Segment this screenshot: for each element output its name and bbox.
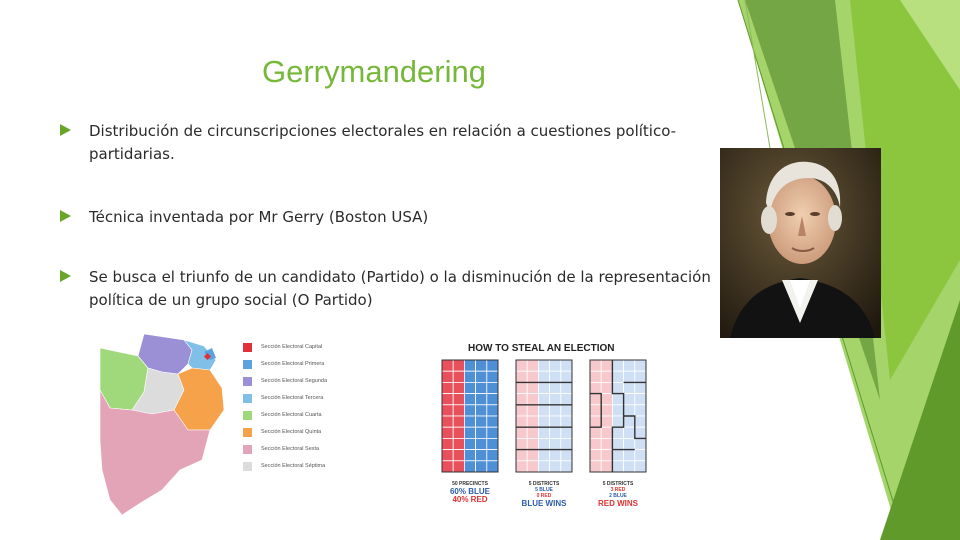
precinct-cell (601, 416, 612, 427)
precinct-cell (635, 360, 646, 371)
precinct-cell (516, 416, 527, 427)
precinct-cell (464, 360, 475, 371)
precinct-cell (612, 382, 623, 393)
precinct-cell (453, 371, 464, 382)
precinct-cell (516, 382, 527, 393)
precinct-cell (612, 405, 623, 416)
precinct-cell (464, 438, 475, 449)
gerry-portrait-image (720, 148, 881, 338)
precinct-cell (590, 371, 601, 382)
precinct-cell (590, 405, 601, 416)
legend-item (243, 427, 383, 439)
precinct-cell (550, 405, 561, 416)
precinct-cell (538, 371, 549, 382)
precinct-cell (561, 405, 572, 416)
bullet-text: Técnica inventada por Mr Gerry (Boston USA) (89, 208, 429, 226)
precinct-cell (561, 427, 572, 438)
precinct-cell (516, 461, 527, 472)
caption-outcome: BLUE WINS (521, 499, 567, 508)
precinct-cell (538, 405, 549, 416)
precinct-cell (538, 360, 549, 371)
legend-label: Sección Electoral Primera (261, 361, 325, 367)
precinct-cell (464, 382, 475, 393)
precinct-cell (590, 427, 601, 438)
precinct-cell (635, 461, 646, 472)
legend-label: Sección Electoral Sexta (261, 446, 320, 452)
precinct-cell (612, 450, 623, 461)
precinct-cell (601, 382, 612, 393)
precinct-cell (487, 382, 498, 393)
precinct-cell (442, 405, 453, 416)
precinct-cell (550, 438, 561, 449)
precinct-cell (635, 427, 646, 438)
precinct-cell (527, 450, 538, 461)
precinct-cell (550, 461, 561, 472)
precinct-cell (527, 360, 538, 371)
precinct-cell (538, 416, 549, 427)
caption-outcome: RED WINS (598, 499, 638, 508)
caption-districts: 5 DISTRICTS (528, 481, 560, 487)
bullet-text: Distribución de circunscripciones electorales en relación a cuestiones político-partidarias. (89, 122, 677, 163)
caption-blue-count: 2 BLUE (609, 493, 627, 499)
precinct-cell (550, 450, 561, 461)
legend-item (243, 410, 383, 422)
precinct-cell (516, 427, 527, 438)
precinct-cell (550, 416, 561, 427)
precinct-cell (453, 450, 464, 461)
precinct-cell (561, 461, 572, 472)
precinct-cell (624, 394, 635, 405)
precinct-cell (527, 461, 538, 472)
precinct-cell (516, 405, 527, 416)
steal-election-infographic (436, 340, 661, 520)
precinct-cell (527, 416, 538, 427)
precinct-cell (476, 371, 487, 382)
precinct-cell (516, 371, 527, 382)
precinct-cell (442, 394, 453, 405)
caption-red-share: 40% RED (452, 495, 488, 504)
precinct-cell (590, 360, 601, 371)
precinct-cell (464, 416, 475, 427)
precinct-cell (538, 450, 549, 461)
precinct-cell (538, 461, 549, 472)
precinct-cell (635, 450, 646, 461)
legend-swatch (243, 394, 252, 403)
legend-item (243, 359, 383, 371)
precinct-cell (624, 371, 635, 382)
precinct-cell (612, 371, 623, 382)
precinct-cell (624, 405, 635, 416)
precinct-cell (635, 382, 646, 393)
precinct-cell (590, 461, 601, 472)
precinct-cell (538, 382, 549, 393)
legend-item (243, 376, 383, 388)
precinct-cell (601, 438, 612, 449)
precinct-cell (561, 394, 572, 405)
legend-swatch (243, 462, 252, 471)
caption-precincts: 50 PRECINCTS (452, 481, 488, 487)
precinct-cell (612, 394, 623, 405)
precinct-cell (453, 416, 464, 427)
precinct-cell (464, 394, 475, 405)
precinct-cell (527, 371, 538, 382)
precinct-cell (550, 382, 561, 393)
precinct-cell (527, 438, 538, 449)
precinct-cell (464, 405, 475, 416)
precinct-cell (538, 394, 549, 405)
precinct-cell (527, 405, 538, 416)
precinct-cell (527, 382, 538, 393)
precinct-cell (550, 360, 561, 371)
legend-label: Sección Electoral Tercera (261, 395, 324, 401)
precinct-cell (590, 394, 601, 405)
legend-swatch (243, 377, 252, 386)
legend-label: Sección Electoral Capital (261, 344, 323, 350)
bullet-text: Se busca el triunfo de un candidato (Partido) o la disminución de la representación política de un grupo social (O Partido) (89, 268, 711, 309)
precinct-cell (624, 450, 635, 461)
precinct-cell (516, 360, 527, 371)
precinct-cell (590, 382, 601, 393)
precinct-cell (476, 450, 487, 461)
precinct-cell (453, 394, 464, 405)
legend-label: Sección Electoral Cuarta (261, 412, 322, 418)
precinct-cell (442, 382, 453, 393)
precinct-cell (561, 450, 572, 461)
precinct-cell (601, 427, 612, 438)
precinct-cell (612, 427, 623, 438)
legend-swatch (243, 343, 252, 352)
precinct-cell (476, 360, 487, 371)
precinct-cell (442, 438, 453, 449)
legend-swatch (243, 411, 252, 420)
precinct-cell (453, 438, 464, 449)
precinct-cell (487, 461, 498, 472)
precinct-cell (487, 394, 498, 405)
legend-swatch (243, 360, 252, 369)
precinct-cell (635, 371, 646, 382)
precinct-cell (635, 416, 646, 427)
precinct-cell (561, 438, 572, 449)
legend-label: Sección Electoral Segunda (261, 378, 328, 384)
precinct-cell (487, 438, 498, 449)
precinct-cell (516, 438, 527, 449)
caption-red-count: 3 RED (610, 487, 626, 493)
precinct-cell (464, 371, 475, 382)
bullet-arrow-icon (60, 270, 71, 282)
precinct-cell (590, 438, 601, 449)
bullet-arrow-icon (60, 124, 71, 136)
precinct-cell (476, 382, 487, 393)
legend-label: Sección Electoral Quinta (261, 429, 322, 435)
precinct-cell (527, 427, 538, 438)
precinct-cell (487, 405, 498, 416)
precinct-cell (453, 405, 464, 416)
precinct-cell (453, 382, 464, 393)
precinct-cell (561, 382, 572, 393)
precinct-cell (453, 427, 464, 438)
precinct-cell (590, 416, 601, 427)
precinct-cell (442, 450, 453, 461)
precinct-cell (601, 461, 612, 472)
precinct-cell (487, 416, 498, 427)
precinct-cell (635, 394, 646, 405)
precinct-cell (561, 360, 572, 371)
legend-swatch (243, 428, 252, 437)
precinct-cell (624, 382, 635, 393)
precinct-cell (464, 461, 475, 472)
precinct-cell (476, 438, 487, 449)
precinct-cell (612, 461, 623, 472)
precinct-cell (538, 427, 549, 438)
precinct-cell (476, 427, 487, 438)
precinct-cell (624, 416, 635, 427)
precinct-cell (624, 461, 635, 472)
precinct-cell (601, 360, 612, 371)
precinct-cell (464, 450, 475, 461)
caption-blue-share: 60% BLUE (449, 487, 490, 496)
precinct-cell (487, 427, 498, 438)
precinct-cell (635, 405, 646, 416)
precinct-cell (453, 360, 464, 371)
legend-item (243, 461, 383, 473)
precinct-cell (635, 438, 646, 449)
precinct-cell (516, 394, 527, 405)
precinct-cell (612, 416, 623, 427)
slide-title: Gerrymandering (262, 54, 486, 89)
legend-label: Sección Electoral Séptima (261, 463, 326, 469)
caption-blue-count: 5 BLUE (535, 487, 553, 493)
precinct-cell (601, 394, 612, 405)
precinct-cell (538, 438, 549, 449)
precinct-cell (464, 427, 475, 438)
precinct-cell (442, 360, 453, 371)
precinct-cell (601, 450, 612, 461)
precinct-cell (442, 416, 453, 427)
precinct-cell (550, 371, 561, 382)
legend-swatch (243, 445, 252, 454)
precinct-cell (550, 394, 561, 405)
precinct-cell (624, 360, 635, 371)
precinct-cell (590, 450, 601, 461)
precinct-cell (624, 438, 635, 449)
precinct-cell (487, 371, 498, 382)
precinct-cell (476, 461, 487, 472)
caption-red-count: 0 RED (536, 493, 552, 499)
precinct-cell (453, 461, 464, 472)
precinct-cell (624, 427, 635, 438)
precinct-cell (561, 416, 572, 427)
precinct-cell (612, 438, 623, 449)
legend-item (243, 444, 383, 456)
legend-item (243, 393, 383, 405)
precinct-cell (601, 405, 612, 416)
precinct-cell (612, 360, 623, 371)
precinct-cell (442, 461, 453, 472)
bullet-arrow-icon (60, 210, 71, 222)
precinct-cell (550, 427, 561, 438)
precinct-cell (476, 394, 487, 405)
legend-item (243, 342, 383, 354)
infographic-title: HOW TO STEAL AN ELECTION (468, 343, 615, 354)
precinct-cell (442, 427, 453, 438)
precinct-cell (476, 405, 487, 416)
precinct-cell (442, 371, 453, 382)
precinct-cell (516, 450, 527, 461)
precinct-cell (476, 416, 487, 427)
precinct-cell (601, 371, 612, 382)
precinct-grids (436, 358, 661, 473)
caption-districts: 5 DISTRICTS (602, 481, 634, 487)
precinct-cell (527, 394, 538, 405)
precinct-cell (487, 360, 498, 371)
precinct-cell (487, 450, 498, 461)
precinct-cell (561, 371, 572, 382)
